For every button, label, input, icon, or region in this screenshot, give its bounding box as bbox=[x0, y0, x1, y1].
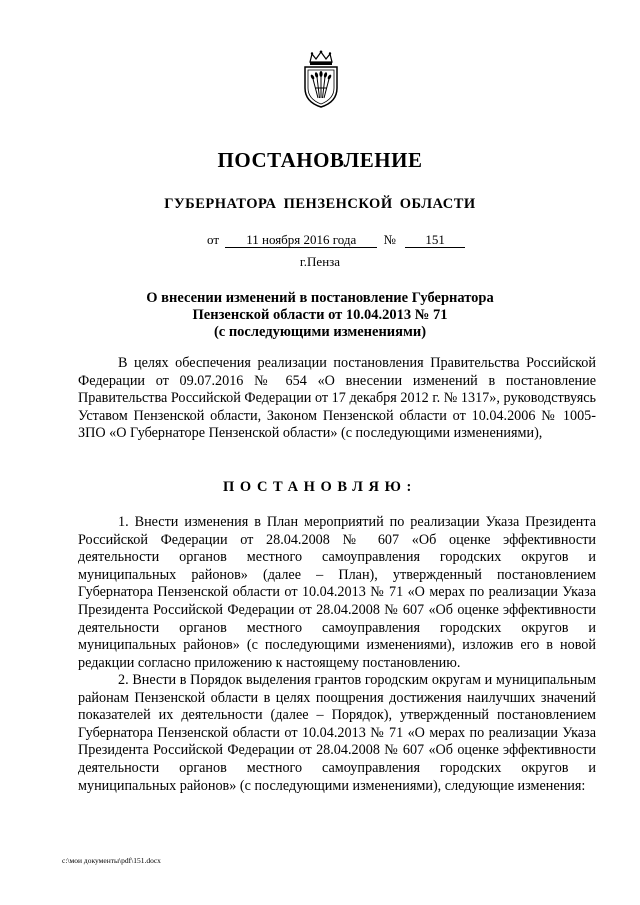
heading-line-3: (с последующими изменениями) bbox=[213, 324, 427, 340]
date-number-line bbox=[207, 232, 465, 248]
heading-line-2: Пензенской области от 10.04.2013 № 71 bbox=[192, 307, 448, 323]
document-number: 151 bbox=[405, 232, 465, 248]
document-date: 11 ноября 2016 года bbox=[225, 232, 377, 248]
city-name: г.Пенза bbox=[299, 254, 341, 269]
document-heading bbox=[0, 290, 640, 341]
heading-line-1: О внесении изменений в постановление Губернатора bbox=[146, 290, 494, 306]
coat-of-arms-icon bbox=[300, 50, 342, 108]
number-sign: № bbox=[383, 232, 396, 247]
item-1-paragraph: 1. Внести изменения в План мероприятий по реализации Указа Президента Российской Федерации от 28.04.2008 № 607 «Об оценке эффективности деятельности органов местного самоуправления городских округов и муниципальных районов» (далее – План), утвержденный постановлением Губернатора Пензенской области от 10.04.2013 № 71 «О мерах по реализации Указа Президента Российской Федерации от 28.04.2008 № 607 «Об оценке эффективности деятельности органов местного самоуправления городских округов и муниципальных районов» (с последующими изменениями), изложив его в новой редакции согласно приложению к настоящему постановлению. bbox=[78, 514, 596, 671]
preamble-paragraph: В целях обеспечения реализации постановления Правительства Российской Федерации от 09.07.2016 № 654 «О внесении изменений в постановление Правительства Российской Федерации от 17 декабря 2012 г. № 1317», руководствуясь Уставом Пензенской области, Законом Пензенской области от 10.04.2006 № 1005-ЗПО «О Губернаторе Пензенской области» (с последующими изменениями), bbox=[78, 355, 596, 442]
file-path-footer: c:\мои документы\pdf\151.docx bbox=[62, 856, 161, 865]
item-2-paragraph: 2. Внести в Порядок выделения грантов городским округам и муниципальным районам Пензенской области в целях поощрения достижения наилучших значений показателей их деятельности (далее – Порядок), утвержденный постановлением Губернатора Пензенской области от 10.04.2013 № 71 «О мерах по реализации Указа Президента Российской Федерации от 28.04.2008 № 607 «Об оценке эффективности деятельности органов местного самоуправления городских округов и муниципальных районов» (с последующими изменениями), следующие изменения: bbox=[78, 672, 596, 794]
issuer-subtitle: ГУБЕРНАТОРА ПЕНЗЕНСКОЙ ОБЛАСТИ bbox=[164, 196, 476, 212]
document-title: ПОСТАНОВЛЕНИЕ bbox=[217, 148, 423, 172]
decree-word: ПОСТАНОВЛЯЮ: bbox=[223, 479, 417, 495]
date-prefix: от bbox=[207, 232, 220, 247]
